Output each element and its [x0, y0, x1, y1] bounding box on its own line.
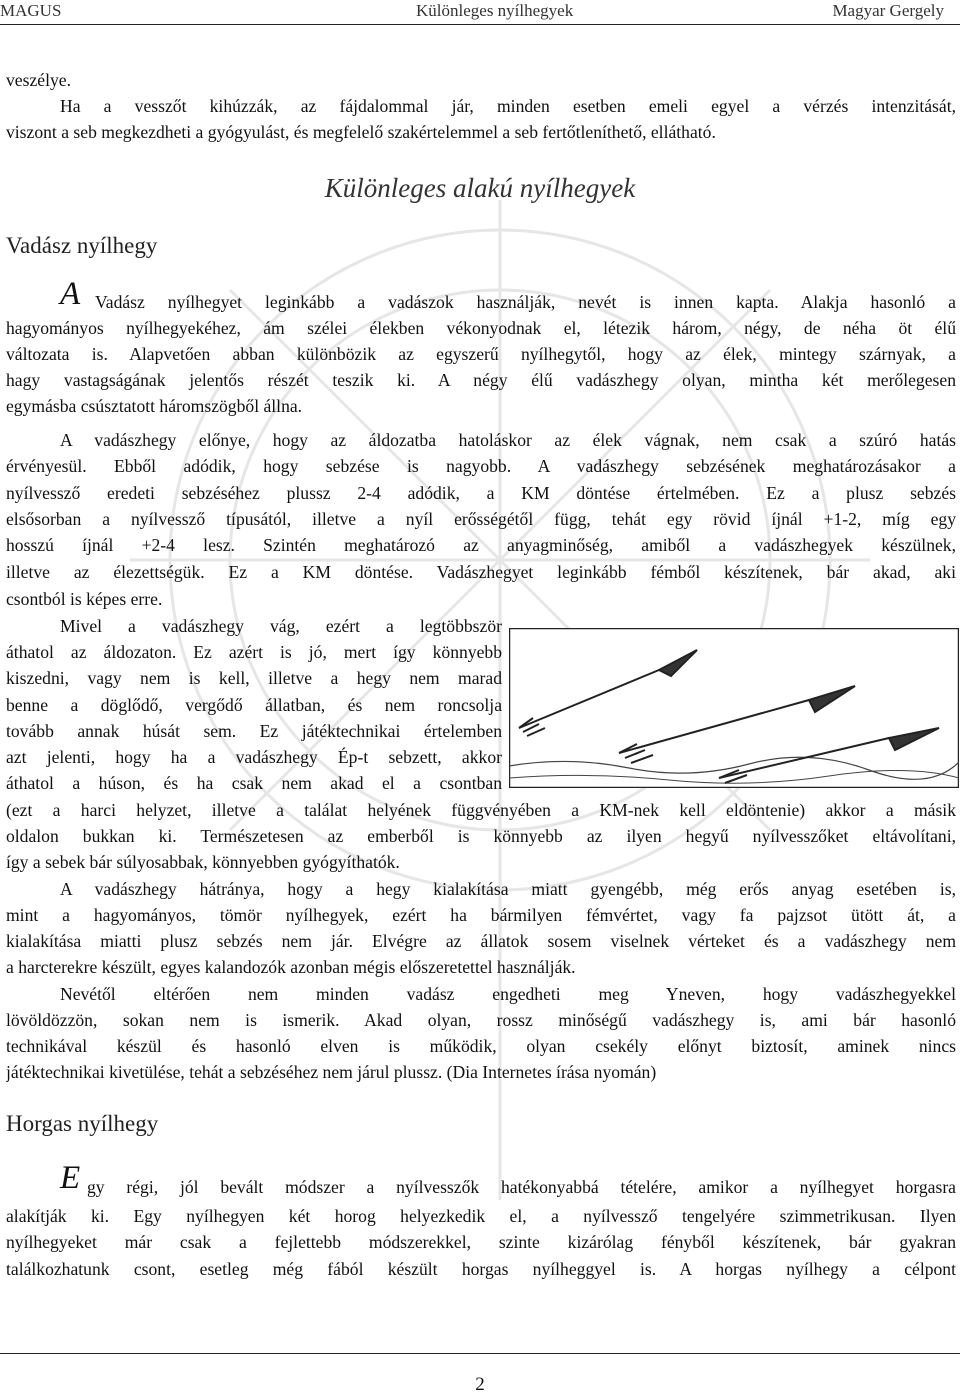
body-line: technikával készül és hasonló elven is működik, olyan csekély előnyt biztosít, aminek nincs: [6, 1036, 956, 1056]
body-line: azt jelenti, hogy ha a vadászhegy Ép-t sebzett, akkor: [6, 747, 502, 767]
body-line: kiszedni, vagy nem is kell, illetve a hegy nem marad: [6, 668, 502, 688]
body-line: áthatol a húson, és ha csak nem akad el a csontban: [6, 773, 502, 793]
body-line: oldalon bukkan ki. Természetesen az emberből is könnyebb az ilyen hegyű nyílvesszőket eltávolítani,: [6, 826, 956, 846]
body-line: elsősorban a nyílvessző típusától, illetve a nyíl erősségétől függ, tehát egy rövid íjnál +1-2, míg egy: [6, 509, 956, 529]
body-line: hagyományos nyílhegyekéhez, ám szélei élekben vékonyodnak el, létezik három, négy, de néha öt élű: [6, 318, 956, 338]
body-line: gy régi, jól bevált módszer a nyílvesszők hatékonyabbá tételére, amikor a nyílhegyet horgasra: [87, 1177, 956, 1197]
section-title: Különleges alakú nyílhegyek: [324, 173, 636, 203]
body-line: hagy vastagságának jelentős részét teszik ki. A négy élű vadászhegy olyan, mintha két merőlegesen: [6, 370, 956, 390]
body-line: hosszú íjnál +2-4 lesz. Szintén meghatározó az anyagminőség, amiből a vadászhegyek készülnek,: [6, 535, 956, 555]
body-line: Nevétől eltérően nem minden vadász engedheti meg Yneven, hogy vadászhegyekkel: [60, 984, 956, 1004]
body-line: találkozhatunk csont, esetleg még fából készült horgas nyílheggyel is. A horgas nyílhegy a célpont: [6, 1259, 956, 1279]
body-line: (ezt a harci helyzet, illetve a találat helyének függvényében a KM-nek kell eldöntenie) akkor a másik: [6, 800, 956, 820]
body-line: illetve az élezettségük. Ez a KM döntése. Vadászhegyet leginkább fémből készítenek, bár akad, aki: [6, 562, 956, 582]
body-line: a harcterekre készült, egyes kalandozók azonban mégis előszeretettel használják.: [6, 957, 576, 977]
body-line: Vadász nyílhegyet leginkább a vadászok használják, nevét is innen kapta. Alakja hasonló a: [95, 292, 956, 312]
intro-line: viszont a seb megkezdheti a gyógyulást, és megfelelő szakértelemmel a seb fertőtleníthető, ellátható.: [6, 122, 716, 142]
body-line: változata is. Alapvetően abban különbözik az egyszerű nyílhegytől, hogy az élek, mintegy szárnyak, a: [6, 344, 956, 364]
body-line: így a sebek bár súlyosabbak, könnyebben gyógyíthatók.: [6, 852, 400, 872]
header-left: MAGUS: [0, 1, 62, 20]
body-line: érvényesül. Ebből adódik, hogy sebzése is nagyobb. A vadászhegy sebzésének meghatározásakor a: [6, 456, 956, 476]
header-rule: [0, 24, 960, 25]
body-line: benne a döglődő, vergődő állatban, és nem roncsolja: [6, 695, 502, 715]
body-line: egymásba csúsztatott háromszögből állna.: [6, 396, 303, 416]
body-line: A vadászhegy hátránya, hogy a hegy kialakítása miatt gyengébb, még erős anyag esetében is,: [60, 879, 956, 899]
broadhead-arrows-illustration: [509, 628, 959, 788]
body-line: kialakítása miatti plusz sebzés nem jár. Elvégre az állatok sosem viselnek vérteket és a vadászhegy nem: [6, 931, 956, 951]
body-line: Mivel a vadászhegy vág, ezért a legtöbbször: [60, 616, 502, 636]
intro-line: Ha a vesszőt kihúzzák, az fájdalommal jár, minden esetben emeli egyel a vérzés intenzitását,: [60, 96, 956, 116]
body-line: alakítják ki. Egy nyílhegyen két horog helyezkedik el, a nyílvessző tengelyére szimmetrikusan. Ilyen: [6, 1206, 956, 1226]
body-line: nyílhegyeket már csak a fejlettebb módszerekkel, szinte kizárólag fényből készítenek, bár gyakran: [6, 1232, 956, 1252]
dropcap-a: A: [60, 276, 81, 312]
body-line: lövöldözzön, sokan nem is ismerik. Akad olyan, rossz minőségű vadászhegy is, ami bár hasonló: [6, 1010, 956, 1030]
body-line: A vadászhegy előnye, hogy az áldozatba hatoláskor az élek vágnak, nem csak a szúró hatás: [60, 430, 956, 450]
body-line: csontból is képes erre.: [6, 589, 163, 609]
footer-rule: [0, 1353, 960, 1354]
body-line: nyílvessző eredeti sebzéséhez plussz 2-4 adódik, a KM döntése értelmében. Ez a plusz sebzés: [6, 483, 956, 503]
header-right: Magyar Gergely: [832, 1, 944, 20]
heading-vadasz: Vadász nyílhegy: [6, 233, 158, 258]
header-center: Különleges nyílhegyek: [416, 1, 574, 20]
body-line: áthatol az áldozaton. Ez azért is jó, mert így könnyebb: [6, 642, 502, 662]
heading-horgas: Horgas nyílhegy: [6, 1111, 159, 1136]
intro-line: veszélye.: [6, 70, 71, 90]
body-line: játéktechnikai kivetülése, tehát a sebzéséhez nem járul plussz. (Dia Internetes írása nyomán): [6, 1062, 657, 1082]
dropcap-e: E: [60, 1160, 81, 1196]
body-line: tovább annak húsát sem. Ez játéktechnikai értelemben: [6, 721, 502, 741]
body-line: mint a hagyományos, tömör nyílhegyek, ezért ha bármilyen fémvértet, vagy fa pajzsot ütött át, a: [6, 905, 956, 925]
page-number: 2: [475, 1374, 485, 1395]
